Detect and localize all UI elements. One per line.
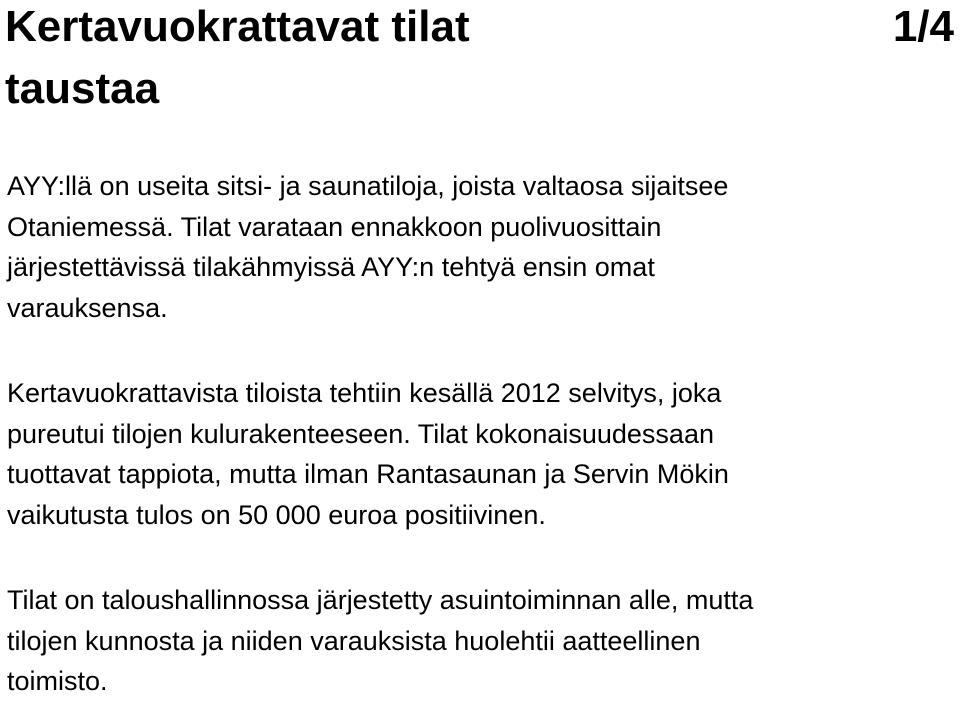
slide-body <box>7 166 952 702</box>
text-line: varauksensa. <box>7 292 168 323</box>
text-line: vaikutusta tulos on 50 000 euroa positiivinen. <box>7 499 546 530</box>
text-line: Otaniemessä. Tilat varataan ennakkoon puolivuosittain <box>7 211 662 242</box>
text-line: Tilat on taloushallinnossa järjestetty asuintoiminnan alle, mutta <box>7 585 754 615</box>
paragraph-background <box>7 166 952 328</box>
slide-title <box>5 0 765 120</box>
paragraph-survey <box>7 373 952 535</box>
text-line: Kertavuokrattavista tiloista tehtiin kesällä 2012 selvitys, joka <box>7 378 722 408</box>
paragraph-administration <box>7 580 952 702</box>
text-line: järjestettävissä tilakähmyissä AYY:n tehtyä ensin omat <box>7 252 655 282</box>
text-line: tuottavat tappiota, mutta ilman Rantasaunan ja Servin Mökin <box>7 459 729 489</box>
text-line: AYY:llä on useita sitsi- ja saunatiloja, joista valtaosa sijaitsee <box>7 171 729 201</box>
text-line: pureutui tilojen kulurakenteeseen. Tilat kokonaisuudessaan <box>7 418 714 449</box>
text-line: tilojen kunnosta ja niiden varauksista huolehtii aatteellinen <box>7 625 701 656</box>
slide-title-line: taustaa <box>5 64 160 113</box>
text-line: toimisto. <box>7 666 108 696</box>
page-number: 1/4 <box>892 2 954 51</box>
slide-title-line: Kertavuokrattavat tilat <box>5 2 470 51</box>
